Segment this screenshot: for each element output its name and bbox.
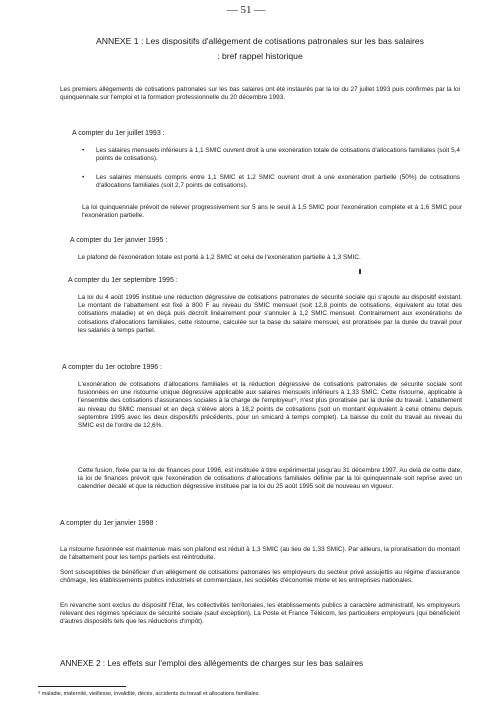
annex2-title: ANNEXE 2 : Les effets sur l'emploi des allégements de charges sur les bas salaires	[60, 659, 364, 668]
footnote: ⁹ maladie, maternité, vieillesse, invalidité, décès, accidents du travail et allocations familiales.	[38, 691, 260, 697]
section-heading-jan-1998: A compter du 1er janvier 1998 :	[60, 520, 158, 527]
paragraph: La loi du 4 août 1995 institue une réduction dégressive de cotisations patronales de sécurité sociale qui s'ajoute au dispositif existant. Le montant de l'abattement est fixé à 800 F au niveau du SMIC mensuel (soit 12,8 points de cotisations, équivalent au total des cotisations maladie) et en deçà puis décroît linéairement pour s'annuler à 1,2 SMIC mensuel. Contrairement aux exonérations de cotisations d'allocations familiales, cette ristourne, calculée sur la base du salaire mensuel, est proratisée par la durée du travail pour les salariés à temps partiel.	[78, 294, 462, 334]
paragraph: En revanche sont exclus du dispositif l'Etat, les collectivités territoriales, les établissements publics à caractère administratif, les employeurs relevant des régimes spéciaux de sécurité sociale (sauf exception), La Poste et France Télécom, les particuliers employeurs (qui bénéficient d'autres dispositifs tels que les réductions d'impôt).	[60, 602, 460, 626]
paragraph: Cette fusion, fixée par la loi de finances pour 1996, est instituée à titre expérimental jusqu'au 31 décembre 1997. Au delà de cette date, la loi de finances prévoit que l'exonération de cotisations d'allocations familiales définie par la loi quinquennale soit reprise avec un calendrier décalé et que la réduction dégressive instituée par la loi du 25 août 1995 soit de nouveau en vigueur.	[78, 467, 462, 491]
scan-speck	[359, 269, 361, 274]
paragraph: La loi quinquennale prévoit de relever progressivement sur 5 ans le seuil à 1,5 SMIC pour l'exonération complète et à 1,6 SMIC pour l'exonération partielle.	[82, 204, 462, 220]
footnote-divider	[38, 686, 126, 687]
bullet-item	[82, 147, 460, 163]
section-heading-july-1993: A compter du 1er juillet 1993 :	[72, 130, 165, 137]
section-heading-oct-1996: A compter du 1er octobre 1996 :	[62, 364, 163, 371]
bullet-icon: •	[82, 147, 85, 154]
paragraph: La ristourne fusionnée est maintenue mais son plafond est réduit à 1,3 SMIC (au lieu de 1,33 SMIC). Par ailleurs, la proratisation du montant de l'abattement pour les temps partiels est réintroduite.	[60, 546, 460, 562]
paragraph: Sont susceptibles de bénéficier d'un allégement de cotisations patronales les employeurs du secteur privé assujettis au régime d'assurance chômage, les établissements publics industriels et commerciaux, les sociétés d'économie mixte et les entreprises nationales.	[60, 569, 460, 585]
intro-paragraph: Les premiers allégements de cotisations patronales sur les bas salaires ont été instaurés par la loi du 27 juillet 1993 puis confirmés par la loi quinquennale sur l'emploi et la formation professionnelle du 20 décembre 1993.	[60, 86, 460, 102]
section-heading-jan-1995: A compter du 1er janvier 1995 :	[70, 237, 168, 244]
bullet-text: Les salaires mensuels compris entre 1,1 SMIC et 1,2 SMIC ouvrent droit à une exonération partielle (50%) de cotisations d'allocations familiales (soit 2,7 points de cotisations).	[96, 174, 460, 190]
bullet-text: Les salaires mensuels inférieurs à 1,1 SMIC ouvrent droit à une exonération totale de cotisations d'allocations familiales (soit 5,4 points de cotisations).	[96, 147, 460, 163]
paragraph: L'exonération de cotisations d'allocations familiales et la réduction dégressive de cotisations patronales de sécurité sociale sont fusionnées en une ristourne unique dégressive applicable aux salaires mensuels inférieurs à 1,33 SMIC. Cette ristourne, applicable à l'ensemble des cotisations d'assurances sociales à la charge de l'employeur⁹, n'est plus proratisée par la durée du travail. L'abattement au niveau du SMIC mensuel et en deçà s'élève alors à 18,2 points de cotisations (soit un montant équivalent à celui obtenu depuis septembre 1995 avec les deux dispositifs précédents, pour un smicard à temps complet). La baisse du coût du travail au niveau du SMIC est de l'ordre de 12,6%.	[78, 381, 462, 430]
paragraph: Le plafond de l'exonération totale est porté à 1,2 SMIC et celui de l'exonération partielle à 1,3 SMIC.	[78, 254, 361, 261]
page-number: — 51 —	[226, 4, 266, 16]
section-heading-sept-1995: A compter du 1er septembre 1995 :	[68, 277, 178, 284]
annex1-title-line2: : bref rappel historique	[217, 51, 303, 61]
bullet-icon: •	[82, 174, 85, 181]
annex1-title-line1: ANNEXE 1 : Les dispositifs d'allégement de cotisations patronales sur les bas salaires	[96, 36, 424, 46]
bullet-item	[82, 174, 460, 190]
